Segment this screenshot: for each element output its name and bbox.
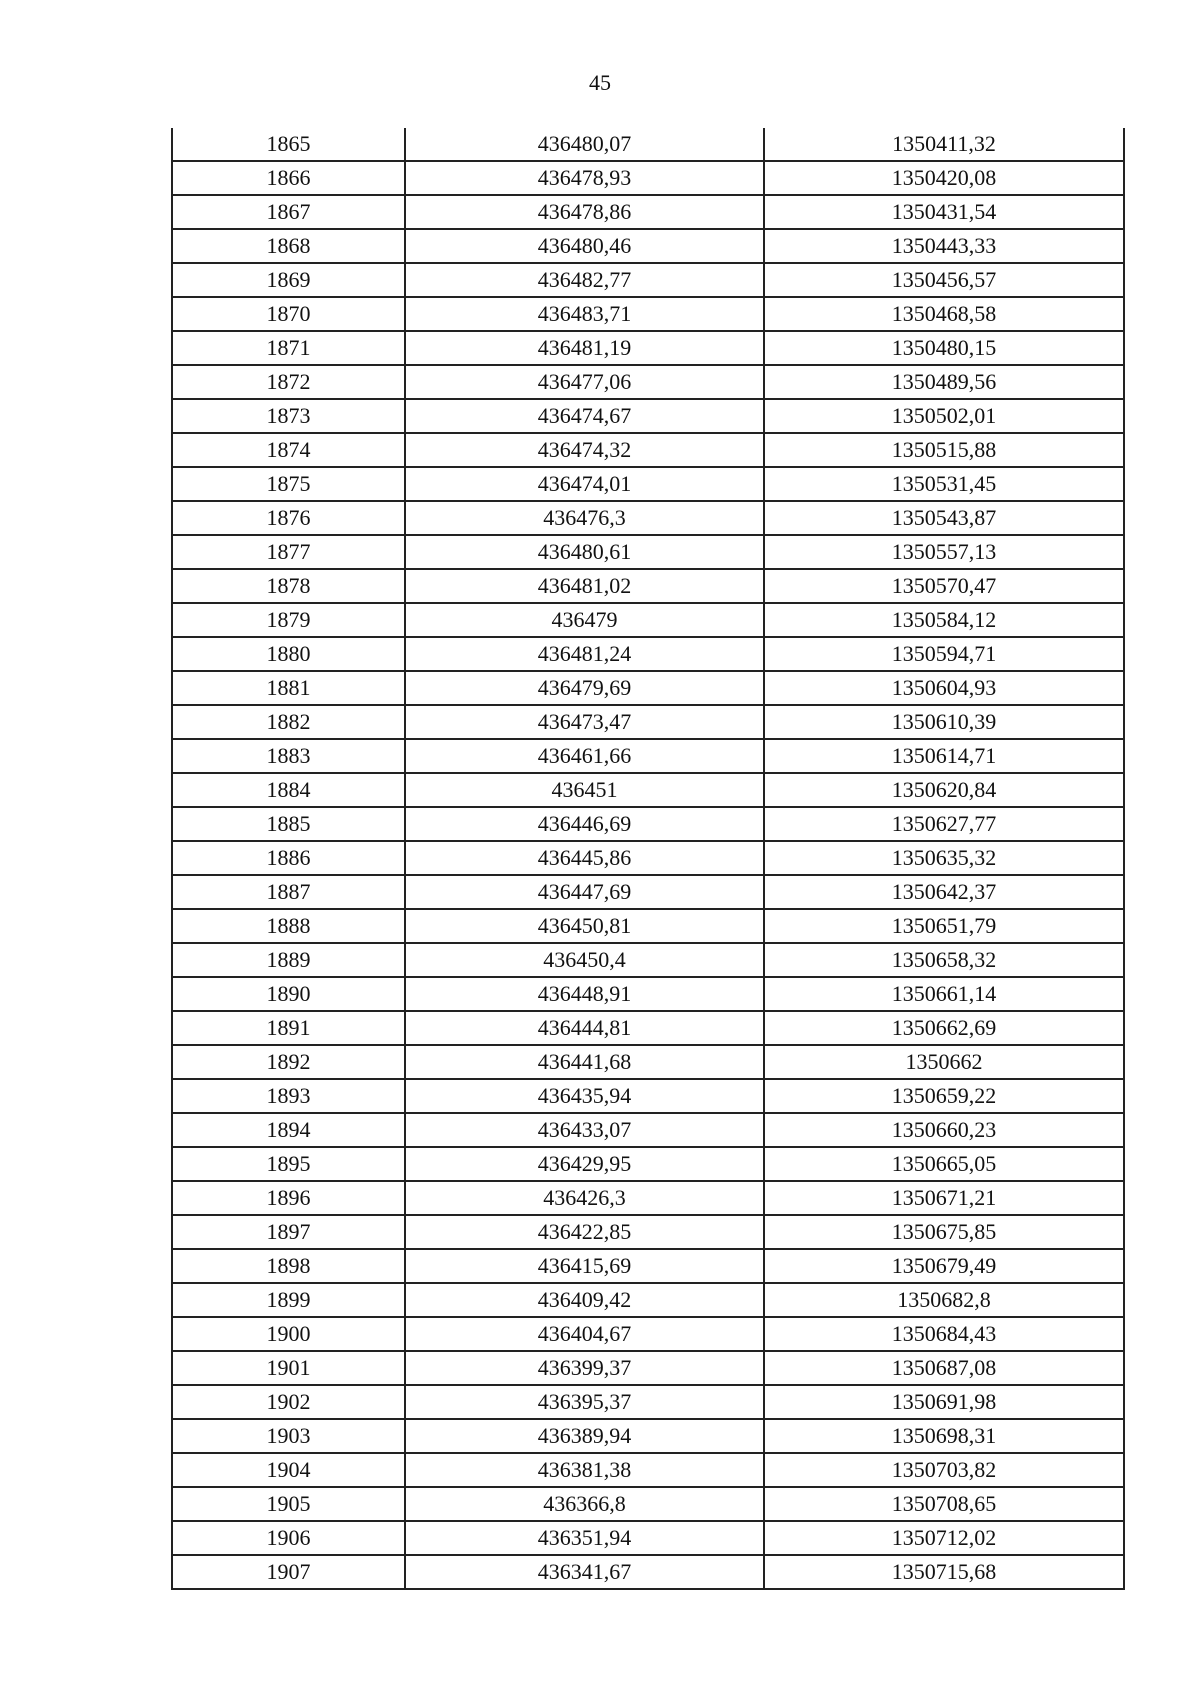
y-coordinate-cell: 1350515,88 bbox=[764, 433, 1124, 467]
point-number-cell: 1900 bbox=[172, 1317, 405, 1351]
table-row bbox=[172, 603, 1124, 637]
coordinates-table-body bbox=[172, 128, 1124, 1589]
x-coordinate-cell: 436478,93 bbox=[405, 161, 764, 195]
table-row bbox=[172, 399, 1124, 433]
x-coordinate-cell: 436381,38 bbox=[405, 1453, 764, 1487]
y-coordinate-cell: 1350570,47 bbox=[764, 569, 1124, 603]
point-number-cell: 1884 bbox=[172, 773, 405, 807]
y-coordinate-cell: 1350604,93 bbox=[764, 671, 1124, 705]
x-coordinate-cell: 436389,94 bbox=[405, 1419, 764, 1453]
table-row bbox=[172, 1181, 1124, 1215]
x-coordinate-cell: 436429,95 bbox=[405, 1147, 764, 1181]
x-coordinate-cell: 436479,69 bbox=[405, 671, 764, 705]
table-row bbox=[172, 1215, 1124, 1249]
x-coordinate-cell: 436477,06 bbox=[405, 365, 764, 399]
table-row bbox=[172, 739, 1124, 773]
x-coordinate-cell: 436446,69 bbox=[405, 807, 764, 841]
y-coordinate-cell: 1350420,08 bbox=[764, 161, 1124, 195]
table-row bbox=[172, 161, 1124, 195]
y-coordinate-cell: 1350642,37 bbox=[764, 875, 1124, 909]
x-coordinate-cell: 436474,32 bbox=[405, 433, 764, 467]
table-row bbox=[172, 841, 1124, 875]
y-coordinate-cell: 1350502,01 bbox=[764, 399, 1124, 433]
y-coordinate-cell: 1350703,82 bbox=[764, 1453, 1124, 1487]
point-number-cell: 1905 bbox=[172, 1487, 405, 1521]
y-coordinate-cell: 1350708,65 bbox=[764, 1487, 1124, 1521]
x-coordinate-cell: 436445,86 bbox=[405, 841, 764, 875]
x-coordinate-cell: 436435,94 bbox=[405, 1079, 764, 1113]
point-number-cell: 1874 bbox=[172, 433, 405, 467]
x-coordinate-cell: 436366,8 bbox=[405, 1487, 764, 1521]
x-coordinate-cell: 436395,37 bbox=[405, 1385, 764, 1419]
point-number-cell: 1902 bbox=[172, 1385, 405, 1419]
y-coordinate-cell: 1350712,02 bbox=[764, 1521, 1124, 1555]
point-number-cell: 1890 bbox=[172, 977, 405, 1011]
x-coordinate-cell: 436448,91 bbox=[405, 977, 764, 1011]
table-row bbox=[172, 1453, 1124, 1487]
x-coordinate-cell: 436481,19 bbox=[405, 331, 764, 365]
table-row bbox=[172, 875, 1124, 909]
x-coordinate-cell: 436481,24 bbox=[405, 637, 764, 671]
y-coordinate-cell: 1350658,32 bbox=[764, 943, 1124, 977]
y-coordinate-cell: 1350468,58 bbox=[764, 297, 1124, 331]
table-row bbox=[172, 773, 1124, 807]
x-coordinate-cell: 436447,69 bbox=[405, 875, 764, 909]
y-coordinate-cell: 1350456,57 bbox=[764, 263, 1124, 297]
table-row bbox=[172, 1487, 1124, 1521]
table-row bbox=[172, 365, 1124, 399]
table-row bbox=[172, 501, 1124, 535]
x-coordinate-cell: 436482,77 bbox=[405, 263, 764, 297]
table-row bbox=[172, 1045, 1124, 1079]
x-coordinate-cell: 436480,07 bbox=[405, 128, 764, 161]
y-coordinate-cell: 1350443,33 bbox=[764, 229, 1124, 263]
table-row bbox=[172, 637, 1124, 671]
table-row bbox=[172, 671, 1124, 705]
y-coordinate-cell: 1350659,22 bbox=[764, 1079, 1124, 1113]
point-number-cell: 1881 bbox=[172, 671, 405, 705]
table-row bbox=[172, 1555, 1124, 1589]
table-row bbox=[172, 1385, 1124, 1419]
point-number-cell: 1897 bbox=[172, 1215, 405, 1249]
y-coordinate-cell: 1350614,71 bbox=[764, 739, 1124, 773]
coordinates-table bbox=[171, 128, 1125, 1590]
y-coordinate-cell: 1350543,87 bbox=[764, 501, 1124, 535]
y-coordinate-cell: 1350698,31 bbox=[764, 1419, 1124, 1453]
x-coordinate-cell: 436351,94 bbox=[405, 1521, 764, 1555]
table-row bbox=[172, 433, 1124, 467]
point-number-cell: 1896 bbox=[172, 1181, 405, 1215]
y-coordinate-cell: 1350635,32 bbox=[764, 841, 1124, 875]
y-coordinate-cell: 1350665,05 bbox=[764, 1147, 1124, 1181]
x-coordinate-cell: 436450,81 bbox=[405, 909, 764, 943]
table-row bbox=[172, 1011, 1124, 1045]
y-coordinate-cell: 1350691,98 bbox=[764, 1385, 1124, 1419]
point-number-cell: 1871 bbox=[172, 331, 405, 365]
point-number-cell: 1883 bbox=[172, 739, 405, 773]
point-number-cell: 1894 bbox=[172, 1113, 405, 1147]
y-coordinate-cell: 1350715,68 bbox=[764, 1555, 1124, 1589]
y-coordinate-cell: 1350431,54 bbox=[764, 195, 1124, 229]
table-row bbox=[172, 977, 1124, 1011]
point-number-cell: 1886 bbox=[172, 841, 405, 875]
point-number-cell: 1887 bbox=[172, 875, 405, 909]
point-number-cell: 1870 bbox=[172, 297, 405, 331]
point-number-cell: 1872 bbox=[172, 365, 405, 399]
x-coordinate-cell: 436399,37 bbox=[405, 1351, 764, 1385]
point-number-cell: 1895 bbox=[172, 1147, 405, 1181]
point-number-cell: 1876 bbox=[172, 501, 405, 535]
x-coordinate-cell: 436479 bbox=[405, 603, 764, 637]
x-coordinate-cell: 436481,02 bbox=[405, 569, 764, 603]
point-number-cell: 1866 bbox=[172, 161, 405, 195]
table-row bbox=[172, 943, 1124, 977]
point-number-cell: 1901 bbox=[172, 1351, 405, 1385]
x-coordinate-cell: 436441,68 bbox=[405, 1045, 764, 1079]
y-coordinate-cell: 1350489,56 bbox=[764, 365, 1124, 399]
table-row bbox=[172, 1283, 1124, 1317]
table-row bbox=[172, 263, 1124, 297]
table-row bbox=[172, 331, 1124, 365]
y-coordinate-cell: 1350661,14 bbox=[764, 977, 1124, 1011]
x-coordinate-cell: 436450,4 bbox=[405, 943, 764, 977]
table-row bbox=[172, 1147, 1124, 1181]
point-number-cell: 1880 bbox=[172, 637, 405, 671]
point-number-cell: 1885 bbox=[172, 807, 405, 841]
table-row bbox=[172, 229, 1124, 263]
y-coordinate-cell: 1350662,69 bbox=[764, 1011, 1124, 1045]
point-number-cell: 1882 bbox=[172, 705, 405, 739]
x-coordinate-cell: 436422,85 bbox=[405, 1215, 764, 1249]
x-coordinate-cell: 436433,07 bbox=[405, 1113, 764, 1147]
x-coordinate-cell: 436451 bbox=[405, 773, 764, 807]
table-row bbox=[172, 535, 1124, 569]
x-coordinate-cell: 436426,3 bbox=[405, 1181, 764, 1215]
table-row bbox=[172, 807, 1124, 841]
point-number-cell: 1865 bbox=[172, 128, 405, 161]
point-number-cell: 1873 bbox=[172, 399, 405, 433]
y-coordinate-cell: 1350584,12 bbox=[764, 603, 1124, 637]
x-coordinate-cell: 436476,3 bbox=[405, 501, 764, 535]
y-coordinate-cell: 1350687,08 bbox=[764, 1351, 1124, 1385]
x-coordinate-cell: 436461,66 bbox=[405, 739, 764, 773]
point-number-cell: 1877 bbox=[172, 535, 405, 569]
page-number: 45 bbox=[589, 70, 611, 95]
y-coordinate-cell: 1350684,43 bbox=[764, 1317, 1124, 1351]
table-row bbox=[172, 128, 1124, 161]
y-coordinate-cell: 1350662 bbox=[764, 1045, 1124, 1079]
point-number-cell: 1888 bbox=[172, 909, 405, 943]
point-number-cell: 1869 bbox=[172, 263, 405, 297]
x-coordinate-cell: 436483,71 bbox=[405, 297, 764, 331]
table-row bbox=[172, 1521, 1124, 1555]
y-coordinate-cell: 1350557,13 bbox=[764, 535, 1124, 569]
point-number-cell: 1899 bbox=[172, 1283, 405, 1317]
y-coordinate-cell: 1350531,45 bbox=[764, 467, 1124, 501]
y-coordinate-cell: 1350620,84 bbox=[764, 773, 1124, 807]
point-number-cell: 1875 bbox=[172, 467, 405, 501]
x-coordinate-cell: 436478,86 bbox=[405, 195, 764, 229]
y-coordinate-cell: 1350594,71 bbox=[764, 637, 1124, 671]
x-coordinate-cell: 436404,67 bbox=[405, 1317, 764, 1351]
y-coordinate-cell: 1350682,8 bbox=[764, 1283, 1124, 1317]
table-row bbox=[172, 297, 1124, 331]
point-number-cell: 1868 bbox=[172, 229, 405, 263]
table-row bbox=[172, 195, 1124, 229]
x-coordinate-cell: 436473,47 bbox=[405, 705, 764, 739]
x-coordinate-cell: 436415,69 bbox=[405, 1249, 764, 1283]
point-number-cell: 1903 bbox=[172, 1419, 405, 1453]
table-row bbox=[172, 1079, 1124, 1113]
table-row bbox=[172, 1317, 1124, 1351]
table-row bbox=[172, 569, 1124, 603]
table-row bbox=[172, 909, 1124, 943]
y-coordinate-cell: 1350627,77 bbox=[764, 807, 1124, 841]
point-number-cell: 1891 bbox=[172, 1011, 405, 1045]
table-row bbox=[172, 1419, 1124, 1453]
y-coordinate-cell: 1350660,23 bbox=[764, 1113, 1124, 1147]
point-number-cell: 1907 bbox=[172, 1555, 405, 1589]
x-coordinate-cell: 436480,46 bbox=[405, 229, 764, 263]
x-coordinate-cell: 436474,01 bbox=[405, 467, 764, 501]
table-row bbox=[172, 1351, 1124, 1385]
y-coordinate-cell: 1350411,32 bbox=[764, 128, 1124, 161]
y-coordinate-cell: 1350480,15 bbox=[764, 331, 1124, 365]
x-coordinate-cell: 436480,61 bbox=[405, 535, 764, 569]
x-coordinate-cell: 436341,67 bbox=[405, 1555, 764, 1589]
y-coordinate-cell: 1350675,85 bbox=[764, 1215, 1124, 1249]
x-coordinate-cell: 436474,67 bbox=[405, 399, 764, 433]
point-number-cell: 1898 bbox=[172, 1249, 405, 1283]
table-row bbox=[172, 467, 1124, 501]
point-number-cell: 1889 bbox=[172, 943, 405, 977]
y-coordinate-cell: 1350679,49 bbox=[764, 1249, 1124, 1283]
y-coordinate-cell: 1350651,79 bbox=[764, 909, 1124, 943]
point-number-cell: 1892 bbox=[172, 1045, 405, 1079]
point-number-cell: 1879 bbox=[172, 603, 405, 637]
table-row bbox=[172, 1249, 1124, 1283]
point-number-cell: 1867 bbox=[172, 195, 405, 229]
x-coordinate-cell: 436409,42 bbox=[405, 1283, 764, 1317]
point-number-cell: 1906 bbox=[172, 1521, 405, 1555]
table-row bbox=[172, 1113, 1124, 1147]
y-coordinate-cell: 1350610,39 bbox=[764, 705, 1124, 739]
table-row bbox=[172, 705, 1124, 739]
point-number-cell: 1904 bbox=[172, 1453, 405, 1487]
x-coordinate-cell: 436444,81 bbox=[405, 1011, 764, 1045]
point-number-cell: 1878 bbox=[172, 569, 405, 603]
y-coordinate-cell: 1350671,21 bbox=[764, 1181, 1124, 1215]
point-number-cell: 1893 bbox=[172, 1079, 405, 1113]
